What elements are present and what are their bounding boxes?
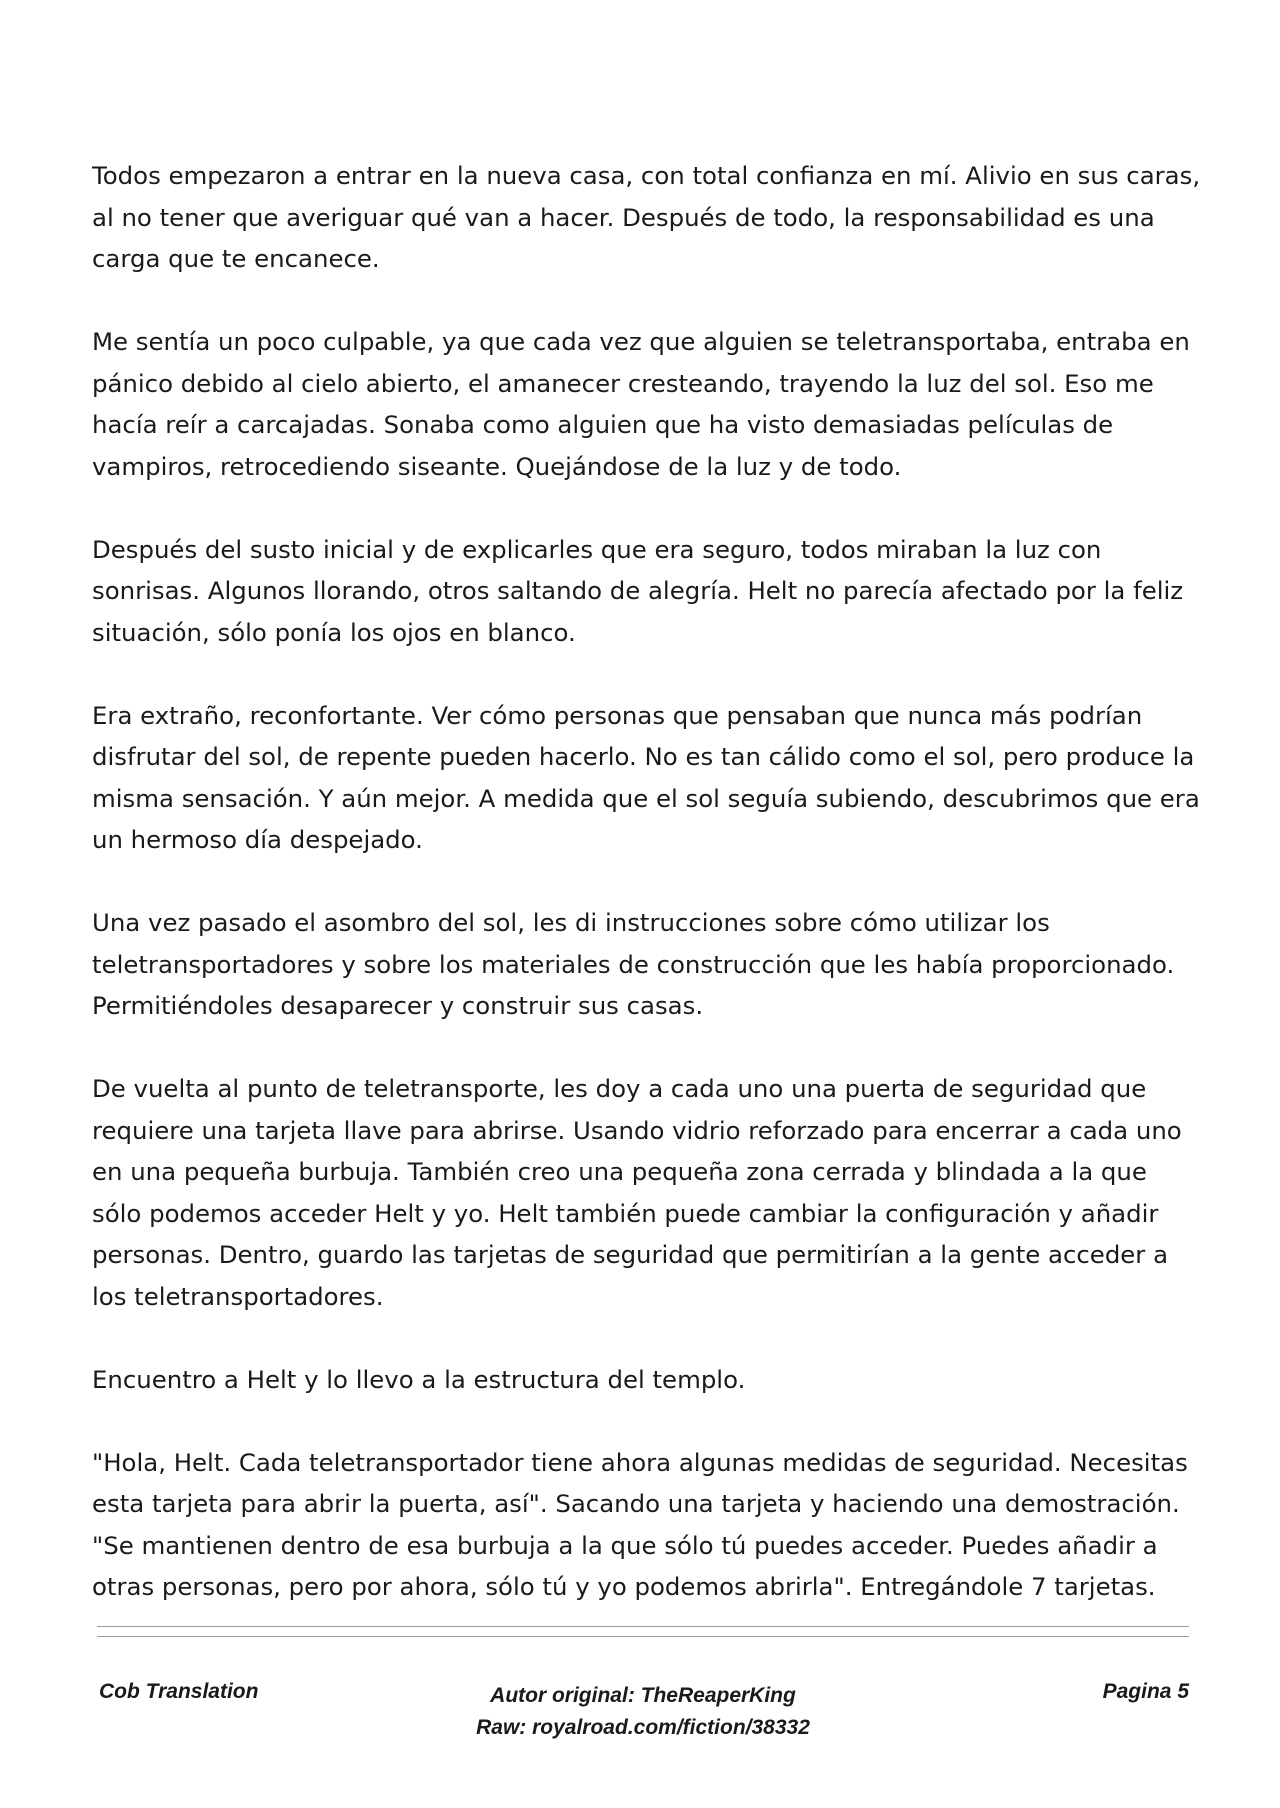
paragraph: Una vez pasado el asombro del sol, les di instrucciones sobre cómo utilizar los teletransportadores y sobre los materiales de construcción que les había proporcionado. Permitiéndoles desaparecer y construir sus casas.: [92, 908, 1175, 1020]
document-body: [92, 155, 1202, 1649]
footer-divider-bottom: [97, 1636, 1189, 1637]
footer-credits: [97, 1680, 1189, 1744]
footer-author: Autor original: TheReaperKing: [490, 1684, 796, 1707]
page-footer: [97, 1670, 1189, 1750]
footer-source: Raw: royalroad.com/fiction/38332: [476, 1716, 810, 1739]
paragraph: De vuelta al punto de teletransporte, les doy a cada uno una puerta de seguridad que requiere una tarjeta llave para abrirse. Usando vidrio reforzado para encerrar a cada uno en una pequeña burbuja. También creo una pequeña zona cerrada y blindada a la que sólo podemos acceder Helt y yo. Helt también puede cambiar la configuración y añadir personas. Dentro, guardo las tarjetas de seguridad que permitirían a la gente acceder a los teletransportadores.: [92, 1074, 1182, 1311]
paragraph: Me sentía un poco culpable, ya que cada vez que alguien se teletransportaba, entraba en pánico debido al cielo abierto, el amanecer cresteando, trayendo la luz del sol. Eso me hacía reír a carcajadas. Sonaba como alguien que ha visto demasiadas películas de vampiros, retrocediendo siseante. Quejándose de la luz y de todo.: [92, 327, 1190, 481]
paragraph: Encuentro a Helt y lo llevo a la estructura del templo.: [92, 1364, 746, 1394]
paragraph: Todos empezaron a entrar en la nueva casa, con total confianza en mí. Alivio en sus caras, al no tener que averiguar qué van a hacer. Después de todo, la responsabilidad es una carga que te encanece.: [92, 161, 1201, 273]
paragraph: "Hola, Helt. Cada teletransportador tiene ahora algunas medidas de seguridad. Necesitas esta tarjeta para abrir la puerta, así". Sacando una tarjeta y haciendo una demostración. "Se mantienen dentro de esa burbuja a la que sólo tú puedes acceder. Puedes añadir a otras personas, pero por ahora, sólo tú y yo podemos abrirla". Entregándole 7 tarjetas.: [92, 1447, 1188, 1601]
footer-divider-top: [97, 1626, 1189, 1627]
footer-translator: Cob Translation: [99, 1680, 259, 1703]
paragraph: Después del susto inicial y de explicarles que era seguro, todos miraban la luz con sonrisas. Algunos llorando, otros saltando de alegría. Helt no parecía afectado por la feliz situación, sólo ponía los ojos en blanco.: [92, 534, 1184, 647]
paragraph: Era extraño, reconfortante. Ver cómo personas que pensaban que nunca más podrían disfrutar del sol, de repente pueden hacerlo. No es tan cálido como el sol, pero produce la misma sensación. Y aún mejor. A medida que el sol seguía subiendo, descubrimos que era un hermoso día despejado.: [92, 700, 1200, 854]
page-number: Pagina 5: [1102, 1680, 1189, 1703]
